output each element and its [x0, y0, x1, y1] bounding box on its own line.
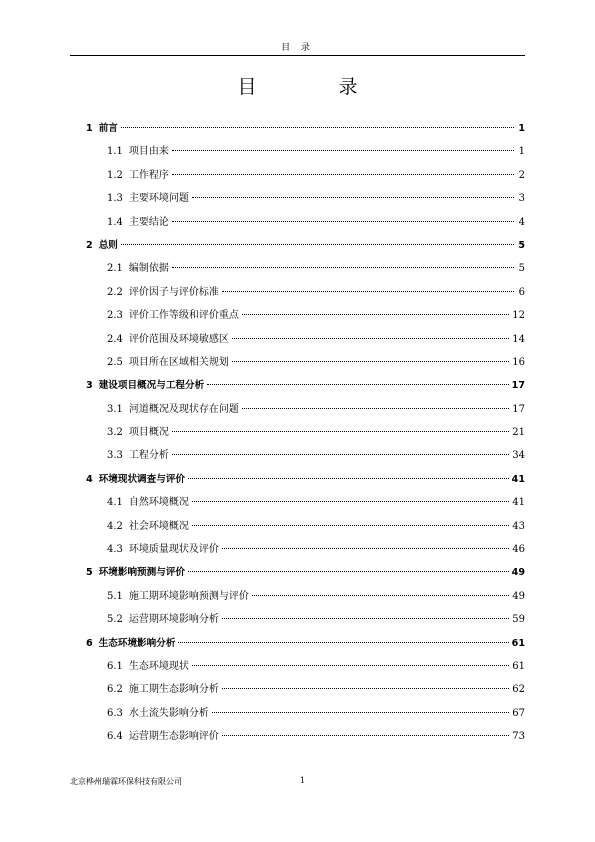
toc-entry-number: 2.2 [107, 286, 123, 298]
toc-entry-number: 1.3 [107, 193, 123, 205]
toc-entry-page: 21 [512, 427, 525, 439]
toc-entry-label: 项目由来 [128, 146, 169, 158]
toc-entry[interactable] [86, 351, 525, 374]
toc-dot-leader [188, 478, 509, 479]
toc-entry-number: 1 [86, 123, 93, 134]
toc-dot-leader [207, 384, 508, 385]
toc-entry-page: 67 [512, 707, 525, 719]
toc-entry-page: 59 [512, 614, 525, 626]
toc-entry-label: 项目所在区域相关规划 [128, 356, 229, 368]
toc-entry-page: 43 [512, 520, 525, 532]
toc-entry[interactable] [86, 304, 525, 327]
toc-entry-label: 生态环境现状 [128, 660, 189, 672]
toc-entry-label: 编制依据 [128, 263, 169, 275]
toc-entry-number: 2.4 [107, 333, 123, 345]
toc-entry-label: 环境现状调查与评价 [98, 473, 186, 485]
toc-dot-leader [212, 712, 509, 713]
toc-entry-page: 2 [518, 169, 525, 181]
toc-dot-leader [172, 150, 514, 151]
toc-entry-label: 主要结论 [128, 216, 169, 228]
toc-entry-label: 评价因子与评价标准 [128, 286, 219, 298]
toc-entry-number: 6.2 [107, 684, 123, 696]
toc-entry-label: 河道概况及现状存在问题 [128, 403, 239, 415]
toc-entry-label: 运营期生态影响评价 [128, 731, 219, 743]
toc-entry-number: 4.2 [107, 520, 123, 532]
toc-dot-leader [192, 525, 509, 526]
toc-entry-page: 5 [518, 263, 525, 275]
toc-dot-leader [192, 197, 514, 198]
toc-entry[interactable] [86, 678, 525, 701]
header-divider [70, 55, 525, 56]
toc-entry[interactable] [86, 187, 525, 210]
toc-entry-page: 1 [518, 123, 525, 134]
toc-entry-page: 73 [512, 731, 525, 743]
toc-entry-number: 1.2 [107, 169, 123, 181]
toc-entry-number: 2.1 [107, 263, 123, 275]
toc-entry-page: 61 [511, 637, 525, 649]
toc-entry-label: 项目概况 [128, 427, 169, 439]
toc-dot-leader [222, 688, 509, 689]
table-of-contents [86, 117, 525, 749]
toc-entry-page: 61 [512, 660, 525, 672]
footer-company: 北京桦州瑞霖环保科技有限公司 [70, 777, 182, 786]
toc-entry-label: 评价工作等级和评价重点 [128, 310, 239, 322]
toc-entry-number: 3.1 [107, 403, 123, 415]
toc-entry-number: 2 [86, 239, 93, 251]
toc-entry-number: 1.1 [107, 146, 123, 158]
toc-entry-label: 运营期环境影响分析 [128, 614, 219, 626]
toc-entry-number: 6.3 [107, 707, 123, 719]
toc-dot-leader [188, 571, 509, 572]
toc-entry[interactable] [86, 491, 525, 514]
toc-entry-label: 前言 [98, 123, 118, 134]
toc-dot-leader [252, 595, 509, 596]
toc-dot-leader [178, 642, 508, 643]
toc-dot-leader [121, 244, 514, 245]
toc-entry-number: 6 [86, 637, 93, 649]
toc-entry-number: 6.4 [107, 731, 123, 743]
toc-entry-page: 46 [512, 544, 525, 556]
toc-entry-page: 3 [518, 193, 525, 205]
toc-entry-page: 34 [512, 450, 525, 462]
toc-entry[interactable] [86, 117, 525, 140]
toc-entry-number: 4 [86, 473, 93, 485]
toc-entry[interactable] [86, 632, 525, 655]
toc-dot-leader [192, 501, 509, 502]
toc-entry[interactable] [86, 281, 525, 304]
toc-dot-leader [172, 221, 514, 222]
toc-entry[interactable] [86, 444, 525, 467]
toc-dot-leader [232, 361, 509, 362]
toc-dot-leader [232, 338, 509, 339]
toc-entry-label: 环境影响预测与评价 [98, 567, 186, 579]
toc-entry[interactable] [86, 164, 525, 187]
toc-entry-number: 1.4 [107, 216, 123, 228]
toc-entry-label: 施工期生态影响分析 [128, 684, 219, 696]
toc-entry[interactable] [86, 398, 525, 421]
toc-entry[interactable] [86, 328, 525, 351]
toc-entry[interactable] [86, 421, 525, 444]
toc-entry-page: 6 [518, 286, 525, 298]
toc-entry[interactable] [86, 655, 525, 678]
running-header: 目 录 [281, 43, 314, 53]
toc-entry[interactable] [86, 702, 525, 725]
toc-entry[interactable] [86, 140, 525, 163]
toc-entry-page: 16 [512, 356, 525, 368]
toc-entry-label: 工程分析 [128, 450, 169, 462]
toc-entry-number: 4.3 [107, 544, 123, 556]
toc-entry[interactable] [86, 608, 525, 631]
toc-dot-leader [222, 548, 509, 549]
toc-entry-label: 建设项目概况与工程分析 [98, 380, 205, 392]
toc-entry-number: 5.2 [107, 614, 123, 626]
toc-dot-leader [192, 665, 509, 666]
toc-dot-leader [222, 618, 509, 619]
toc-dot-leader [222, 735, 509, 736]
toc-entry-number: 3 [86, 380, 93, 392]
toc-entry-label: 自然环境概况 [128, 497, 189, 509]
page-title: 目 录 [237, 76, 396, 98]
toc-dot-leader [172, 174, 514, 175]
toc-entry[interactable] [86, 725, 525, 748]
toc-entry-page: 1 [518, 146, 525, 158]
toc-entry[interactable] [86, 538, 525, 561]
toc-entry-label: 工作程序 [128, 169, 169, 181]
toc-entry[interactable] [86, 211, 525, 234]
toc-entry-number: 5 [86, 567, 93, 579]
toc-entry-label: 环境质量现状及评价 [128, 544, 219, 556]
toc-entry-number: 2.5 [107, 356, 123, 368]
toc-entry-number: 4.1 [107, 497, 123, 509]
toc-entry-page: 49 [511, 567, 525, 579]
toc-entry-page: 14 [512, 333, 525, 345]
toc-entry-page: 12 [512, 310, 525, 322]
toc-entry-page: 17 [512, 403, 525, 415]
toc-entry[interactable] [86, 585, 525, 608]
toc-entry-label: 水土流失影响分析 [128, 707, 209, 719]
toc-entry-page: 41 [511, 473, 525, 485]
toc-entry-page: 5 [518, 239, 525, 251]
toc-entry-label: 施工期环境影响预测与评价 [128, 590, 249, 602]
toc-entry-number: 5.1 [107, 590, 123, 602]
toc-entry-page: 41 [512, 497, 525, 509]
toc-entry[interactable] [86, 515, 525, 538]
toc-entry[interactable] [86, 468, 525, 491]
toc-dot-leader [242, 314, 509, 315]
toc-dot-leader [172, 431, 509, 432]
toc-entry[interactable] [86, 234, 525, 257]
toc-entry-label: 评价范围及环境敏感区 [128, 333, 229, 345]
toc-entry-number: 3.2 [107, 427, 123, 439]
footer-page-number: 1 [300, 776, 306, 785]
toc-dot-leader [121, 127, 514, 128]
toc-entry-label: 社会环境概况 [128, 520, 189, 532]
toc-dot-leader [222, 291, 514, 292]
toc-entry-page: 49 [512, 590, 525, 602]
toc-dot-leader [172, 454, 509, 455]
toc-entry[interactable] [86, 257, 525, 280]
toc-entry-page: 62 [512, 684, 525, 696]
toc-entry[interactable] [86, 374, 525, 397]
toc-entry[interactable] [86, 561, 525, 584]
toc-entry-label: 总则 [98, 239, 118, 251]
toc-dot-leader [172, 267, 514, 268]
toc-entry-number: 3.3 [107, 450, 123, 462]
toc-entry-label: 生态环境影响分析 [98, 637, 176, 649]
toc-entry-number: 6.1 [107, 660, 123, 672]
toc-entry-page: 17 [511, 380, 525, 392]
toc-entry-number: 2.3 [107, 310, 123, 322]
toc-entry-page: 4 [518, 216, 525, 228]
toc-dot-leader [242, 408, 509, 409]
toc-entry-label: 主要环境问题 [128, 193, 189, 205]
